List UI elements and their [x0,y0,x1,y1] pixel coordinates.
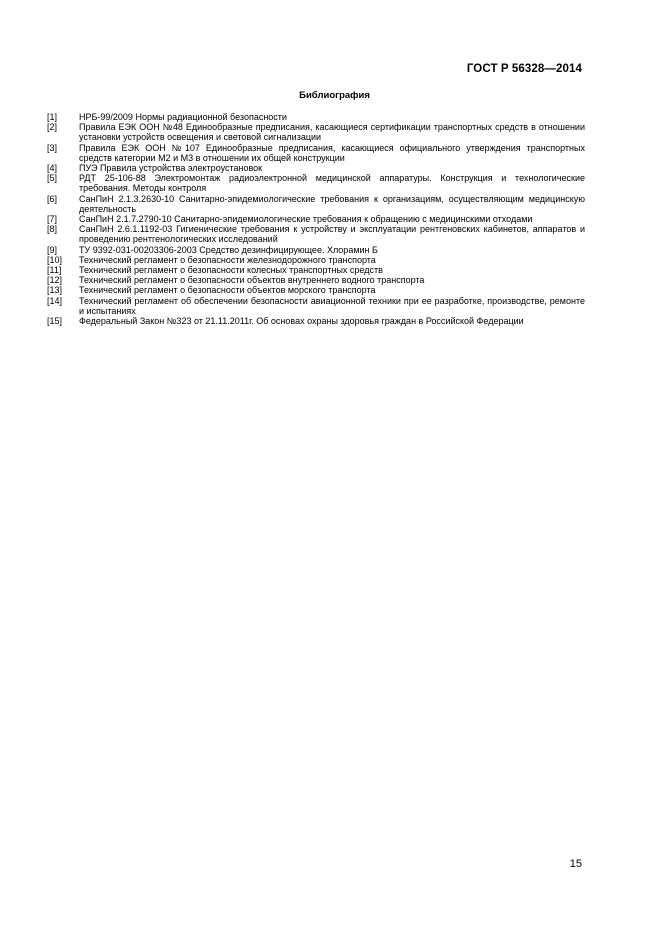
bibliography-item-text: Технический регламент о безопасности объектов внутреннего водного транспорта [79,275,425,286]
bibliography-item-text: СанПиН 2.1.3.2630-10 Санитарно-эпидемиологические требования к организациям, осуществляющим медицинскую деятельность [79,193,585,214]
bibliography-item [47,163,585,173]
bibliography-item-number: [9] [47,244,58,255]
bibliography-item-text: Технический регламент о безопасности объектов морского транспорта [79,285,376,296]
bibliography-item-text: Технический регламент о безопасности колесных транспортных средств [79,265,383,276]
bibliography-item [47,275,585,285]
bibliography-item [47,143,585,163]
bibliography-item-number: [8] [47,224,58,235]
bibliography-item-number: [10] [47,254,63,265]
page-number: 15 [569,858,582,870]
bibliography-list [47,112,585,326]
bibliography-item [47,194,585,214]
bibliography-item [47,245,585,255]
bibliography-item-number: [7] [47,214,58,225]
bibliography-item [47,265,585,275]
bibliography-item-text: Федеральный Закон №323 от 21.11.2011г. Об основах охраны здоровья граждан в Российской Федерации [79,316,524,327]
bibliography-item [47,255,585,265]
bibliography-item-number: [6] [47,193,58,204]
standard-designation: ГОСТ Р 56328—2014 [466,63,582,75]
bibliography-item [47,296,585,316]
bibliography-item-number: [3] [47,142,58,153]
bibliography-item [47,122,585,142]
bibliography-item [47,112,585,122]
bibliography-item-text: СанПиН 2.6.1.1192-03 Гигиенические требования к устройству и эксплуатации рентгеновских кабинетов, аппаратов и проведению рентгенологических исследований [79,224,585,245]
bibliography-item-number: [2] [47,122,58,133]
bibliography-item-text: ТУ 9392-031-00203306-2003 Средство дезинфицирующее. Хлорамин Б [79,244,378,255]
bibliography-item-number: [15] [47,316,63,327]
bibliography-item-number: [11] [47,265,62,276]
bibliography-item-text: НРБ-99/2009 Нормы радиационной безопасности [79,112,287,122]
bibliography-item-text: ПУЭ Правила устройства электроустановок [79,163,263,174]
bibliography-item-number: [12] [47,275,63,286]
bibliography-item-text: Правила ЕЭК ООН №107 Единообразные предписания, касающиеся официального утверждения транспортных средств категории М2 и М3 в отношении их общей конструкции [79,142,585,163]
bibliography-item [47,285,585,295]
bibliography-item-text: РДТ 25-106-88 Электромонтаж радиоэлектронной медицинской аппаратуры. Конструкция и технологические требования. Методы контроля [79,173,585,194]
section-title: Библиография [299,90,370,101]
bibliography-item-number: [1] [47,112,58,122]
bibliography-item-number: [13] [47,285,63,296]
bibliography-item-number: [14] [47,295,63,306]
bibliography-item [47,224,585,244]
bibliography-item-text: СанПиН 2.1.7.2790-10 Санитарно-эпидемиологические требования к обращению с медицинскими отходами [79,214,533,225]
bibliography-item-text: Технический регламент об обеспечении безопасности авиационной техники при ее разработке, производстве, ремонте и испытаниях [79,295,585,316]
bibliography-item [47,316,585,326]
bibliography-item-number: [4] [47,163,58,174]
bibliography-item-text: Технический регламент о безопасности железнодорожного транспорта [79,254,376,265]
bibliography-item [47,173,585,193]
bibliography-item-number: [5] [47,173,58,184]
bibliography-item-text: Правила ЕЭК ООН №48 Единообразные предписания, касающиеся сертификации транспортных средств в отношении установки устройств освещения и световой сигнализации [79,122,585,143]
bibliography-item [47,214,585,224]
